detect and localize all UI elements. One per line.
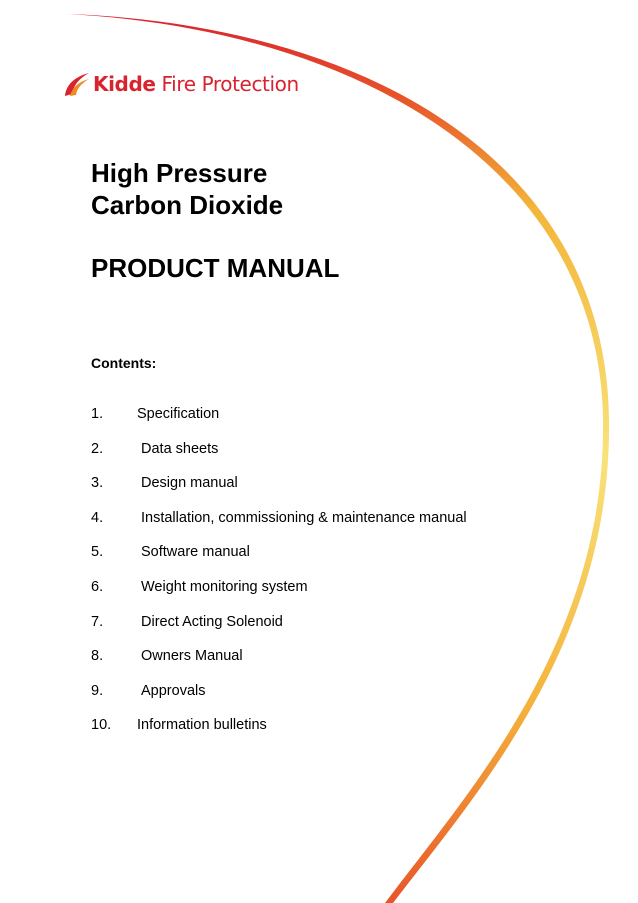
contents-item-label: Direct Acting Solenoid	[141, 613, 283, 630]
contents-item-number: 3.	[91, 475, 104, 492]
contents-item-label: Data sheets	[141, 440, 219, 457]
document-title	[91, 157, 283, 221]
logo-tagline: Fire Protection	[161, 72, 299, 96]
contents-item-label: Owners Manual	[141, 648, 243, 665]
contents-item-number: 5.	[91, 544, 104, 561]
contents-item-number: 1.	[91, 406, 104, 422]
flame-swoosh-icon	[62, 69, 92, 99]
contents-item-label: Specification	[137, 406, 220, 422]
contents-item-label: Design manual	[141, 475, 238, 492]
contents-item-number: 4.	[91, 509, 104, 526]
contents-item-label: Information bulletins	[137, 717, 267, 734]
kidde-logo	[62, 68, 299, 100]
logo-text	[93, 74, 299, 94]
contents-item-number: 2.	[91, 440, 104, 457]
contents-item-label: Software manual	[141, 544, 250, 561]
contents-item-number: 8.	[91, 648, 104, 665]
contents-item-label: Installation, commissioning & maintenance manual	[141, 509, 467, 526]
contents-item-number: 10.	[91, 717, 112, 734]
contents-item-number: 9.	[91, 682, 104, 699]
logo-brand-name: Kidde	[93, 72, 156, 96]
contents-item-label: Approvals	[141, 682, 206, 699]
contents-item-number: 6.	[91, 578, 104, 595]
title-line-1: High Pressure	[91, 158, 268, 188]
contents-item-label: Weight monitoring system	[141, 578, 308, 595]
swoosh-curve	[68, 14, 609, 903]
title-line-2: Carbon Dioxide	[91, 190, 284, 220]
contents-item-number: 7.	[91, 613, 104, 630]
contents-heading: Contents:	[91, 355, 157, 371]
document-subtitle: PRODUCT MANUAL	[91, 253, 340, 283]
